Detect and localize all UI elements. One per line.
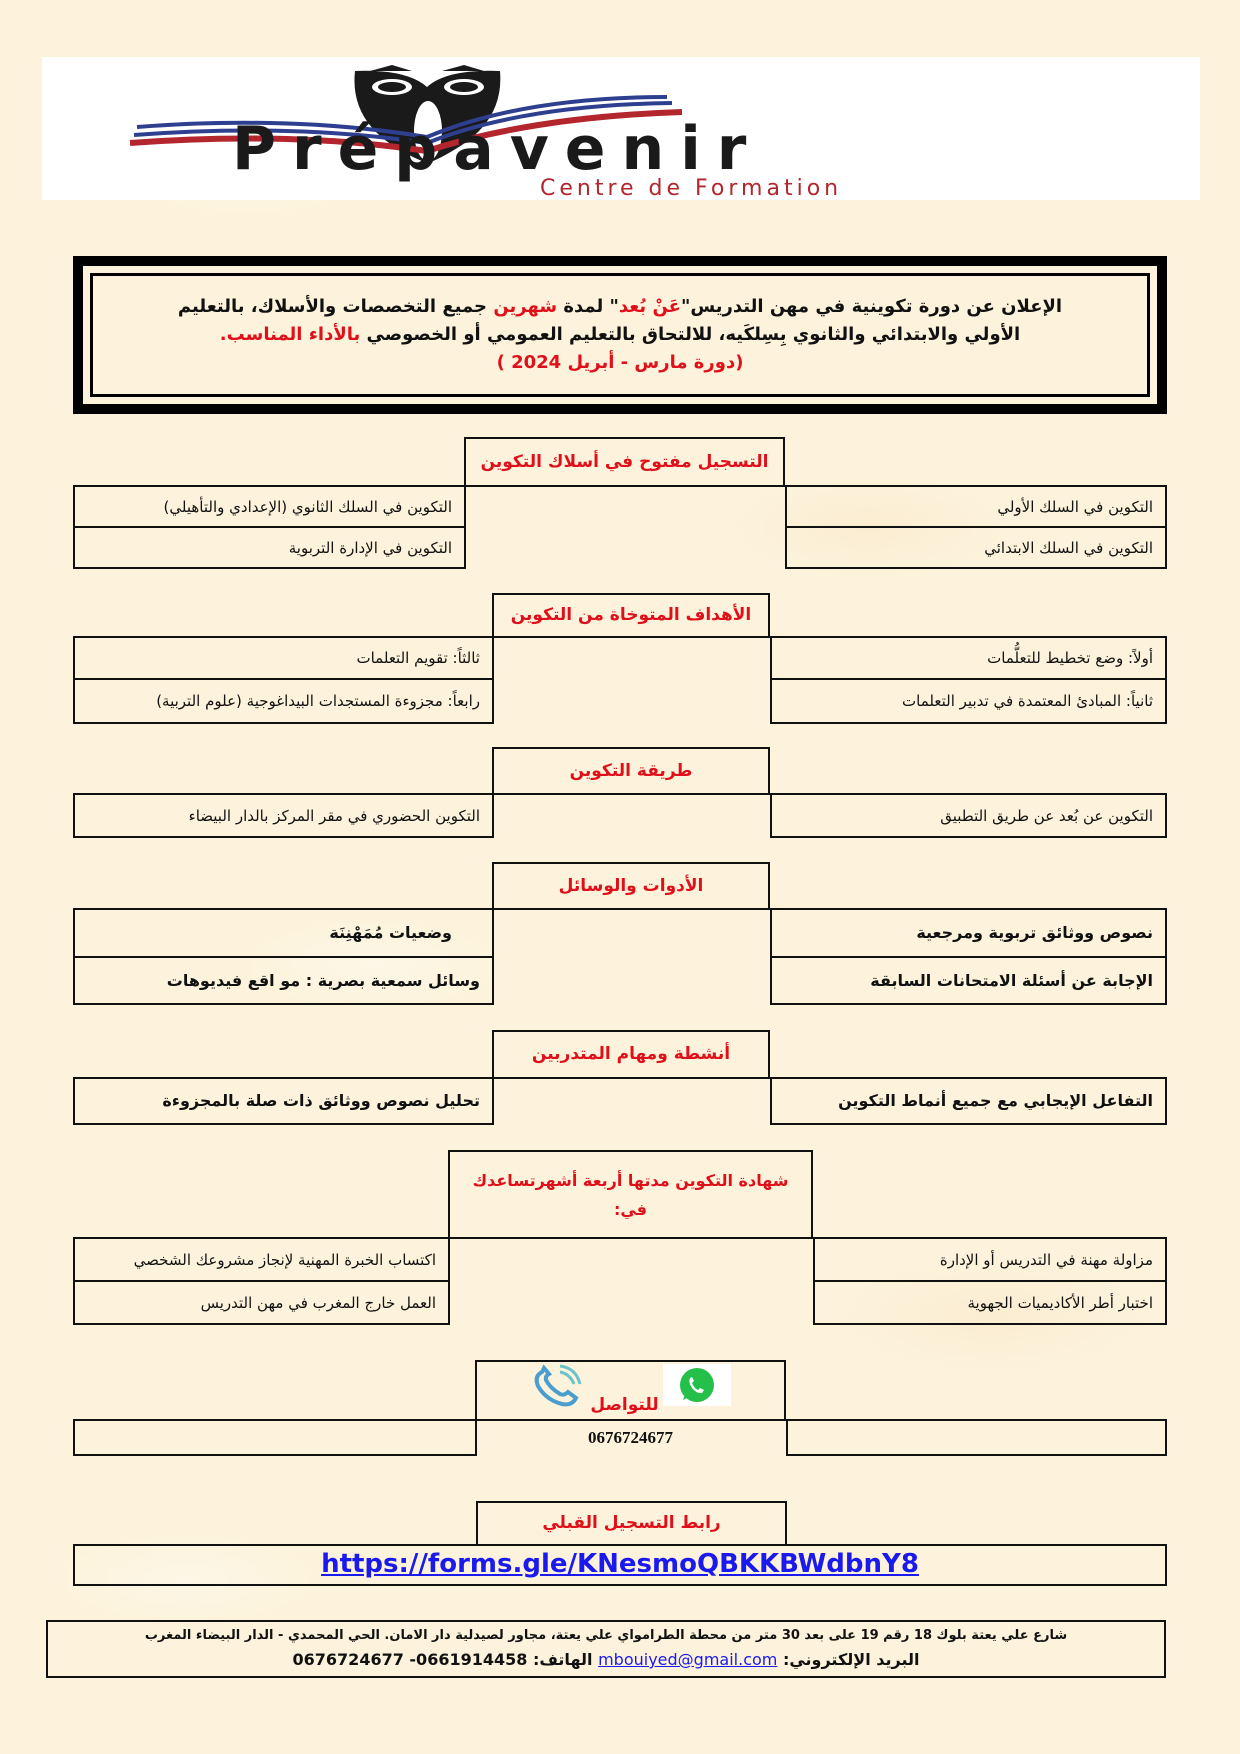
announcement-text-part: " لمدة (563, 295, 619, 317)
section-header-certificate (448, 1150, 813, 1239)
section-header-activities: أنشطة ومهام المتدربين (492, 1030, 770, 1079)
list-item: ثالثاً: تقويم التعلمات (73, 636, 494, 680)
list-item: التفاعل الإيجابي مع جميع أنماط التكوين (770, 1077, 1167, 1125)
section-header-tools: الأدوات والوسائل (492, 862, 770, 910)
logo-panel (42, 57, 1200, 200)
section-header-method: طريقة التكوين (492, 747, 770, 795)
footer (46, 1620, 1166, 1678)
footer-phone-label: الهاتف: (532, 1650, 593, 1669)
list-item: اكتساب الخبرة المهنية لإنجاز مشروعك الشخصي (73, 1237, 450, 1282)
list-item: العمل خارج المغرب في مهن التدريس (73, 1280, 450, 1325)
list-item: التكوين في السلك الابتدائي (785, 526, 1167, 569)
list-item: رابعاً: مجزوءة المستجدات البيداغوجية (علوم التربية) (73, 678, 494, 724)
announcement-session: (دورة مارس - أبريل 2024 ) (496, 352, 744, 374)
announcement-box (73, 256, 1167, 414)
list-item: نصوص ووثائق تربوية ومرجعية (770, 908, 1167, 958)
list-item: التكوين عن بُعد عن طريق التطبيق (770, 793, 1167, 838)
list-item: الإجابة عن أسئلة الامتحانات السابقة (770, 956, 1167, 1005)
contact-title: للتواصل (590, 1394, 659, 1415)
contact-empty-right (786, 1419, 1167, 1456)
section-header-contact (475, 1360, 786, 1421)
list-item: ثانياً: المبادئ المعتمدة في تدبير التعلمات (770, 678, 1167, 724)
footer-email-label: البريد الإلكتروني: (782, 1650, 920, 1669)
announcement-highlight: شهرين (493, 295, 558, 317)
footer-phones: 0676724677 -0661914458 (292, 1650, 528, 1669)
announcement-text-part: جميع التخصصات والأسلاك، بالتعليم (177, 295, 488, 317)
list-item: التكوين في السلك الأولي (785, 485, 1167, 528)
logo-brand: Prépavenir (232, 114, 763, 184)
registration-link[interactable]: https://forms.gle/KNesmoQBKKBWdbnY8 (321, 1549, 919, 1580)
footer-email-link[interactable]: mbouiyed@gmail.com (598, 1650, 778, 1669)
footer-contact-line (58, 1648, 1154, 1672)
announcement-highlight: بالأداء المناسب. (219, 323, 361, 345)
list-item: وسائل سمعية بصرية : مو اقع فيديوهات (73, 956, 494, 1005)
list-item: مزاولة مهنة في التدريس أو الإدارة (813, 1237, 1167, 1282)
section-header-registration: رابط التسجيل القبلي (476, 1501, 787, 1546)
certificate-title-line-2: في: (613, 1199, 648, 1219)
whatsapp-icon (663, 1364, 731, 1406)
announcement-line-1 (105, 294, 1135, 320)
announcement-line-2 (105, 322, 1135, 348)
announcement-inner (90, 273, 1150, 397)
announcement-highlight: عَنْ بُعد (618, 295, 681, 317)
logo (42, 57, 1200, 200)
whatsapp-icon-bg (663, 1364, 731, 1406)
announcement-text-part: الأولي والابتدائي والثانوي بِسِلكَيه، للالتحاق بالتعليم العمومي أو الخصوصي (366, 323, 1021, 345)
contact-empty-left (73, 1419, 477, 1456)
list-item: أولاً: وضع تخطيط للتعلُّمات (770, 636, 1167, 680)
list-item: التكوين الحضوري في مقر المركز بالدار البيضاء (73, 793, 494, 838)
logo-tagline: Centre de Formation (540, 176, 843, 200)
list-item: وضعيات مُمَهْنِنَة (73, 908, 494, 958)
list-item: التكوين في الإدارة التربوية (73, 526, 466, 569)
contact-phone[interactable]: 0676724677 (588, 1427, 673, 1447)
list-item: تحليل نصوص ووثائق ذات صلة بالمجزوءة (73, 1077, 494, 1125)
section-header-cycles: التسجيل مفتوح في أسلاك التكوين (464, 437, 785, 487)
list-item: التكوين في السلك الثانوي (الإعدادي والتأهيلي) (73, 485, 466, 528)
announcement-text-part: الإعلان عن دورة تكوينية في مهن التدريس" (680, 295, 1063, 317)
section-header-objectives: الأهداف المتوخاة من التكوين (492, 593, 770, 638)
announcement-text (93, 288, 1147, 382)
registration-link-box (73, 1544, 1167, 1586)
list-item: اختبار أطر الأكاديميات الجهوية (813, 1280, 1167, 1325)
phone-icon (530, 1364, 586, 1408)
footer-address: شارع علي يعتة بلوك 18 رقم 19 على بعد 30 متر من محطة الطرامواي علي يعتة، مجاور لصيدلية دار الامان. الحي المحمدي - الدار البيضاء المغرب (144, 1628, 1068, 1643)
certificate-title-line-1: شهادة التكوين مدتها أربعة أشهرتساعدك (472, 1170, 789, 1190)
